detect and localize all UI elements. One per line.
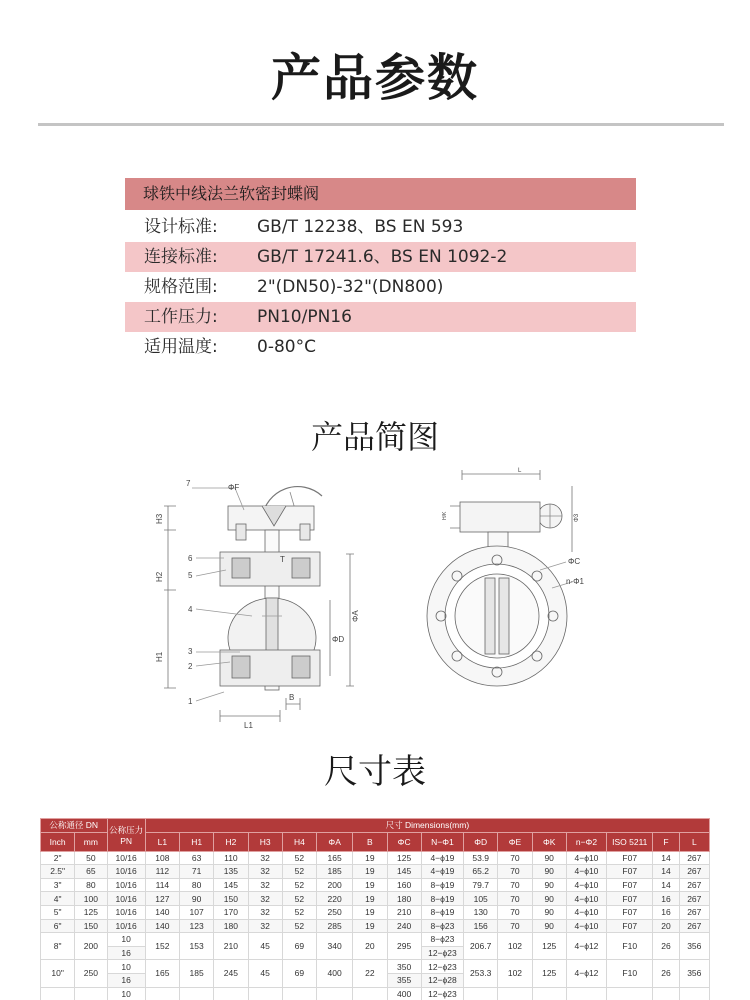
table-cell: 3" [41, 878, 75, 892]
callout-5: 5 [188, 571, 193, 580]
table-cell: 250 [317, 905, 353, 919]
callout-3: 3 [188, 647, 193, 656]
table-cell: 10/16 [107, 865, 145, 879]
table-cell: 285 [317, 919, 353, 933]
th-col: H3 [248, 832, 282, 851]
table-cell: 70 [498, 919, 532, 933]
table-cell: 8−ϕ23 [421, 919, 463, 933]
table-cell: 70 [498, 892, 532, 906]
callout-1: 1 [188, 697, 193, 706]
table-cell: 105 [464, 892, 498, 906]
table-cell: 2.5" [41, 865, 75, 879]
table-cell: 65.2 [464, 865, 498, 879]
table-cell: 4−ϕ19 [421, 851, 463, 865]
dim-phi-3: Φ3 [574, 513, 580, 522]
table-cell: 90 [532, 851, 566, 865]
table-cell: 90 [532, 905, 566, 919]
dimension-rows [41, 851, 710, 1000]
table-cell: 19 [353, 865, 387, 879]
th-pn: 公称压力 PN [107, 819, 145, 852]
table-cell: 16 [653, 905, 679, 919]
table-row [41, 878, 710, 892]
table-cell: 127 [145, 892, 179, 906]
table-cell: 20 [653, 919, 679, 933]
table-cell: 145 [214, 878, 248, 892]
table-cell: 80 [180, 878, 214, 892]
table-cell: 125 [387, 851, 421, 865]
callout-7: 7 [186, 479, 191, 488]
th-col: Inch [41, 832, 75, 851]
table-cell: 14 [653, 865, 679, 879]
th-col: N−Φ1 [421, 832, 463, 851]
table-cell: 140 [145, 905, 179, 919]
table-cell: 4−ϕ10 [566, 865, 606, 879]
callout-6: 6 [188, 554, 193, 563]
table-cell: 80 [75, 878, 107, 892]
dim-l: L [518, 468, 522, 474]
callout-2: 2 [188, 662, 193, 671]
table-cell: 160 [387, 878, 421, 892]
table-cell: 32 [248, 919, 282, 933]
table-row [41, 851, 710, 865]
table-cell: 14 [653, 851, 679, 865]
th-col: mm [75, 832, 107, 851]
th-col: L [679, 832, 709, 851]
table-cell: 107 [180, 905, 214, 919]
table-row [41, 919, 710, 933]
table-cell: 71 [180, 865, 214, 879]
dim-phi-f: ΦF [228, 483, 240, 492]
table-cell: 32 [248, 905, 282, 919]
dimension-table [40, 818, 710, 1000]
table-cell: F07 [607, 865, 653, 879]
spec-label: 工作压力: [144, 307, 218, 327]
spec-row [125, 302, 636, 332]
table-cell: 4−ϕ10 [566, 892, 606, 906]
table-cell: F07 [607, 919, 653, 933]
th-col: ΦD [464, 832, 498, 851]
table-cell: 125 [75, 905, 107, 919]
th-col: ΦE [498, 832, 532, 851]
table-cell: 52 [282, 905, 316, 919]
th-col: ΦC [387, 832, 421, 851]
table-cell: F07 [607, 878, 653, 892]
table-cell: 90 [532, 865, 566, 879]
table-cell: 90 [532, 878, 566, 892]
th-col: ISO 5211 [607, 832, 653, 851]
table-cell: 90 [532, 919, 566, 933]
table-cell: 50 [75, 851, 107, 865]
dim-b: B [289, 693, 295, 702]
spec-value: 2"(DN50)-32"(DN800) [257, 277, 444, 297]
table-cell: 108 [145, 851, 179, 865]
table-cell: 70 [498, 851, 532, 865]
product-name: 球铁中线法兰软密封蝶阀 [125, 178, 636, 210]
table-cell: 220 [317, 892, 353, 906]
table-cell: 52 [282, 919, 316, 933]
table-cell: 19 [353, 851, 387, 865]
dim-phi-a: ΦA [351, 610, 360, 622]
dim-phi-d: ΦD [332, 635, 345, 644]
spec-label: 规格范围: [144, 277, 218, 297]
table-row: 10 400 12−ϕ23 [41, 987, 710, 1000]
table-cell: 32 [248, 865, 282, 879]
table-cell: 52 [282, 851, 316, 865]
table-cell: 110 [214, 851, 248, 865]
table-cell: 79.7 [464, 878, 498, 892]
th-dn: 公称通径 DN [41, 819, 108, 833]
table-cell: 52 [282, 865, 316, 879]
dimensions-title: 尺寸表 [324, 752, 426, 792]
table-cell: 165 [317, 851, 353, 865]
spec-row [125, 332, 636, 362]
table-cell: 267 [679, 892, 709, 906]
th-col: B [353, 832, 387, 851]
table-cell: 4" [41, 892, 75, 906]
table-cell: 135 [214, 865, 248, 879]
table-cell: 267 [679, 851, 709, 865]
params-title: 产品参数 [271, 49, 479, 107]
table-cell: 200 [317, 878, 353, 892]
table-cell: 112 [145, 865, 179, 879]
table-cell: 267 [679, 919, 709, 933]
table-cell: 185 [317, 865, 353, 879]
table-cell: F07 [607, 905, 653, 919]
table-cell: 240 [387, 919, 421, 933]
th-col: ΦA [317, 832, 353, 851]
table-row: 8" 200 10 152 153 210 45 69 340 20 295 8−ϕ23 206.7 102 125 4−ϕ12 F10 26 356 [41, 933, 710, 947]
table-cell: 10/16 [107, 892, 145, 906]
table-cell: 53.9 [464, 851, 498, 865]
table-cell: 100 [75, 892, 107, 906]
th-col: F [653, 832, 679, 851]
th-col: H4 [282, 832, 316, 851]
callout-4: 4 [188, 605, 193, 614]
spec-row [125, 212, 636, 242]
spec-value: 0-80°C [257, 337, 316, 357]
table-cell: 150 [75, 919, 107, 933]
dim-h1: H1 [155, 651, 164, 662]
table-row [41, 905, 710, 919]
spec-label: 设计标准: [144, 217, 218, 237]
section-view [164, 487, 354, 722]
table-cell: 52 [282, 878, 316, 892]
table-cell: 210 [387, 905, 421, 919]
table-row [41, 892, 710, 906]
spec-row [125, 272, 636, 302]
table-cell: 70 [498, 878, 532, 892]
table-cell: 8−ϕ19 [421, 892, 463, 906]
divider [38, 123, 724, 126]
table-cell: F07 [607, 851, 653, 865]
table-cell: 8−ϕ19 [421, 905, 463, 919]
table-cell: 4−ϕ10 [566, 919, 606, 933]
table-cell: 150 [214, 892, 248, 906]
table-row: 16 355 12−ϕ28 [41, 973, 710, 987]
th-col: H1 [180, 832, 214, 851]
table-cell: 19 [353, 878, 387, 892]
table-cell: 140 [145, 919, 179, 933]
table-cell: 170 [214, 905, 248, 919]
table-cell: 52 [282, 892, 316, 906]
spec-table [125, 178, 636, 362]
table-cell: 145 [387, 865, 421, 879]
table-cell: 8−ϕ19 [421, 878, 463, 892]
dim-phi-c: ΦC [568, 557, 581, 566]
table-cell: 156 [464, 919, 498, 933]
table-cell: 32 [248, 878, 282, 892]
th-col: H2 [214, 832, 248, 851]
table-cell: 14 [653, 878, 679, 892]
table-cell: 4−ϕ10 [566, 905, 606, 919]
th-col: L1 [145, 832, 179, 851]
table-cell: 4−ϕ10 [566, 878, 606, 892]
spec-value: GB/T 12238、BS EN 593 [257, 217, 464, 237]
table-cell: 32 [248, 892, 282, 906]
table-cell: 10/16 [107, 919, 145, 933]
dim-t: T [280, 555, 285, 564]
table-cell: 10/16 [107, 878, 145, 892]
table-cell: F07 [607, 892, 653, 906]
table-cell: 2" [41, 851, 75, 865]
table-cell: 5" [41, 905, 75, 919]
spec-value: PN10/PN16 [257, 307, 352, 327]
table-cell: 180 [214, 919, 248, 933]
valve-drawing [0, 466, 750, 736]
spec-row [125, 242, 636, 272]
table-row: 16 12−ϕ23 [41, 946, 710, 960]
dim-h3: H3 [155, 513, 164, 524]
table-cell: 6" [41, 919, 75, 933]
table-cell: 90 [180, 892, 214, 906]
table-cell: 70 [498, 865, 532, 879]
spec-value: GB/T 17241.6、BS EN 1092-2 [257, 247, 508, 267]
table-cell: 63 [180, 851, 214, 865]
table-cell: 114 [145, 878, 179, 892]
table-cell: 180 [387, 892, 421, 906]
th-col: ΦK [532, 832, 566, 851]
drawing-title: 产品简图 [310, 418, 439, 456]
table-cell: 90 [532, 892, 566, 906]
table-cell: 19 [353, 892, 387, 906]
dim-hk: H/K [442, 511, 448, 520]
table-cell: 19 [353, 905, 387, 919]
table-cell: 4−ϕ19 [421, 865, 463, 879]
table-row [41, 865, 710, 879]
table-cell: 123 [180, 919, 214, 933]
dim-h2: H2 [155, 571, 164, 582]
table-cell: 267 [679, 905, 709, 919]
table-cell: 70 [498, 905, 532, 919]
th-col: n−Φ2 [566, 832, 606, 851]
table-cell: 4−ϕ10 [566, 851, 606, 865]
table-cell: 16 [653, 892, 679, 906]
table-cell: 267 [679, 865, 709, 879]
table-cell: 65 [75, 865, 107, 879]
th-dims: 尺寸 Dimensions(mm) [145, 819, 709, 833]
table-cell: 10/16 [107, 905, 145, 919]
spec-label: 适用温度: [144, 337, 218, 357]
table-row: 10" 250 10 165 185 245 45 69 400 22 350 12−ϕ23 253.3 102 125 4−ϕ12 F10 26 356 [41, 960, 710, 974]
dim-n-phi1: n-Φ1 [566, 577, 584, 586]
table-cell: 10/16 [107, 851, 145, 865]
table-cell: 267 [679, 878, 709, 892]
table-cell: 130 [464, 905, 498, 919]
table-cell: 19 [353, 919, 387, 933]
front-view [427, 470, 572, 686]
dim-l1: L1 [244, 721, 253, 730]
table-cell: 32 [248, 851, 282, 865]
spec-label: 连接标准: [144, 247, 218, 267]
